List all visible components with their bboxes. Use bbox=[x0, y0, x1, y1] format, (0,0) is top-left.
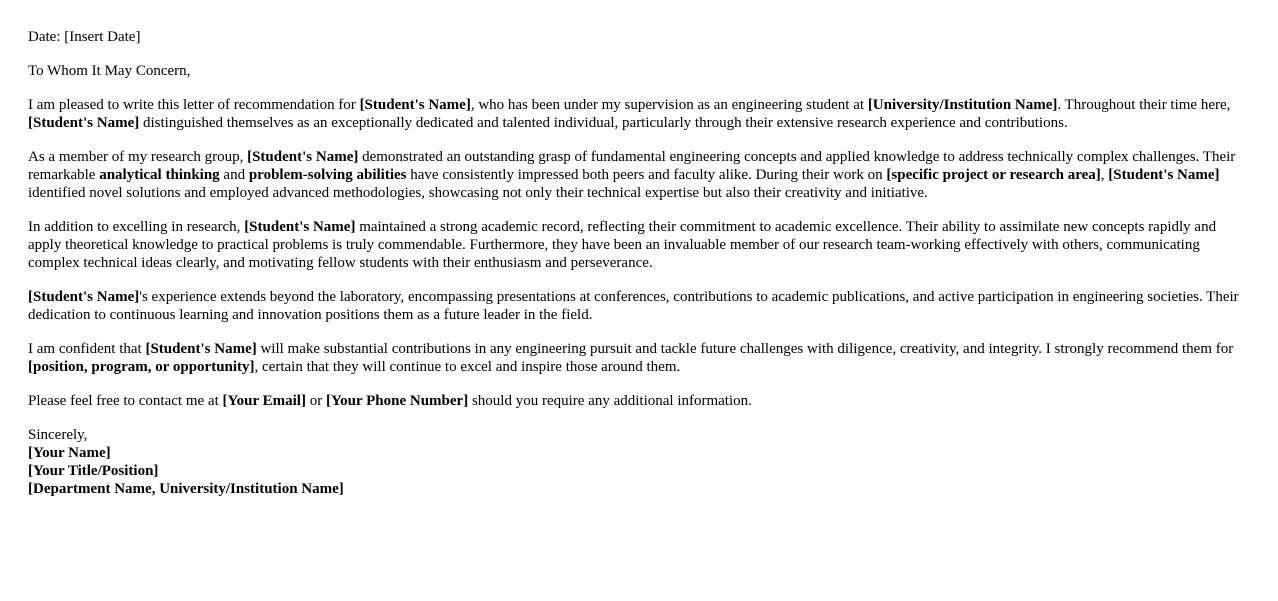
text-run: and bbox=[219, 167, 249, 183]
text-run: , who has been under my supervision as an engineering student at bbox=[470, 97, 868, 113]
placeholder-emphasis: problem-solving abilities bbox=[248, 167, 407, 183]
text-run: . Throughout their time here, bbox=[1057, 97, 1231, 113]
text-run: As a member of my research group, bbox=[28, 149, 248, 165]
text-run: will make substantial contributions in any engineering pursuit and tackle future challenges with diligence, creativity, and integrity. I strongly recommend them for bbox=[256, 341, 1234, 357]
text-run: 's experience extends beyond the laboratory, encompassing presentations at conferences, contributions to academic publications, and active participation in engineering societies. Their dedication to continuous learning and innovation positions them as a future leader in the field. bbox=[28, 289, 1239, 323]
text-run: I am confident that bbox=[28, 341, 146, 357]
placeholder-emphasis: [University/Institution Name] bbox=[867, 97, 1058, 113]
recommendation-letter bbox=[28, 28, 1250, 498]
body-paragraph-5 bbox=[28, 340, 1250, 376]
body-paragraph-1 bbox=[28, 96, 1250, 132]
placeholder-emphasis: [Your Phone Number] bbox=[325, 393, 469, 409]
signature-department-text: [Department Name, University/Institution Name] bbox=[28, 481, 344, 497]
body-paragraph-3 bbox=[28, 218, 1250, 272]
text-run: demonstrated an outstanding grasp of fundamental engineering concepts and applied knowledge to address technically complex challenges. Their remarkable bbox=[28, 149, 1236, 183]
closing-line: Sincerely, bbox=[28, 427, 88, 443]
text-run: identified novel solutions and employed advanced methodologies, showcasing not only their technical expertise but also their creativity and initiative. bbox=[28, 185, 928, 201]
body-paragraph-2 bbox=[28, 148, 1250, 202]
placeholder-emphasis: [position, program, or opportunity] bbox=[28, 359, 255, 375]
signature-title bbox=[28, 462, 1250, 480]
date-line: Date: [Insert Date] bbox=[28, 29, 141, 45]
placeholder-emphasis: [Student's Name] bbox=[359, 97, 471, 113]
text-run: , certain that they will continue to excel and inspire those around them. bbox=[254, 359, 681, 375]
text-run: In addition to excelling in research, bbox=[28, 219, 245, 235]
text-run: maintained a strong academic record, reflecting their commitment to academic excellence. Their ability to assimilate new concepts rapidly and apply theoretical knowledge to practical problems is truly commendable. Furthermore, they have been an invaluable member of our research team-working effectively with others, communicating complex technical ideas clearly, and motivating fellow students with their enthusiasm and perseverance. bbox=[28, 219, 1217, 271]
placeholder-emphasis: [Student's Name] bbox=[145, 341, 257, 357]
text-run: I am pleased to write this letter of recommendation for bbox=[28, 97, 360, 113]
placeholder-emphasis: [Student's Name] bbox=[28, 289, 140, 305]
signature-name bbox=[28, 444, 1250, 462]
placeholder-emphasis: [Student's Name] bbox=[247, 149, 359, 165]
placeholder-emphasis: analytical thinking bbox=[99, 167, 220, 183]
signature-department bbox=[28, 480, 1250, 498]
placeholder-emphasis: [Student's Name] bbox=[28, 115, 140, 131]
text-run: or bbox=[305, 393, 326, 409]
text-run: should you require any additional information. bbox=[468, 393, 752, 409]
signature-title-text: [Your Title/Position] bbox=[28, 463, 159, 479]
text-run: distinguished themselves as an exceptionally dedicated and talented individual, particularly through their extensive research experience and contributions. bbox=[139, 115, 1068, 131]
salutation: To Whom It May Concern, bbox=[28, 63, 191, 79]
body-paragraph-6 bbox=[28, 392, 1250, 410]
signature-block bbox=[28, 426, 1250, 498]
text-run: have consistently impressed both peers and faculty alike. During their work on bbox=[406, 167, 887, 183]
placeholder-emphasis: [Student's Name] bbox=[244, 219, 356, 235]
placeholder-emphasis: [Student's Name] bbox=[1108, 167, 1220, 183]
body-paragraph-4 bbox=[28, 288, 1250, 324]
placeholder-emphasis: [specific project or research area] bbox=[886, 167, 1101, 183]
signature-name-text: [Your Name] bbox=[28, 445, 111, 461]
text-run: Please feel free to contact me at bbox=[28, 393, 223, 409]
text-run: , bbox=[1100, 167, 1109, 183]
placeholder-emphasis: [Your Email] bbox=[222, 393, 306, 409]
